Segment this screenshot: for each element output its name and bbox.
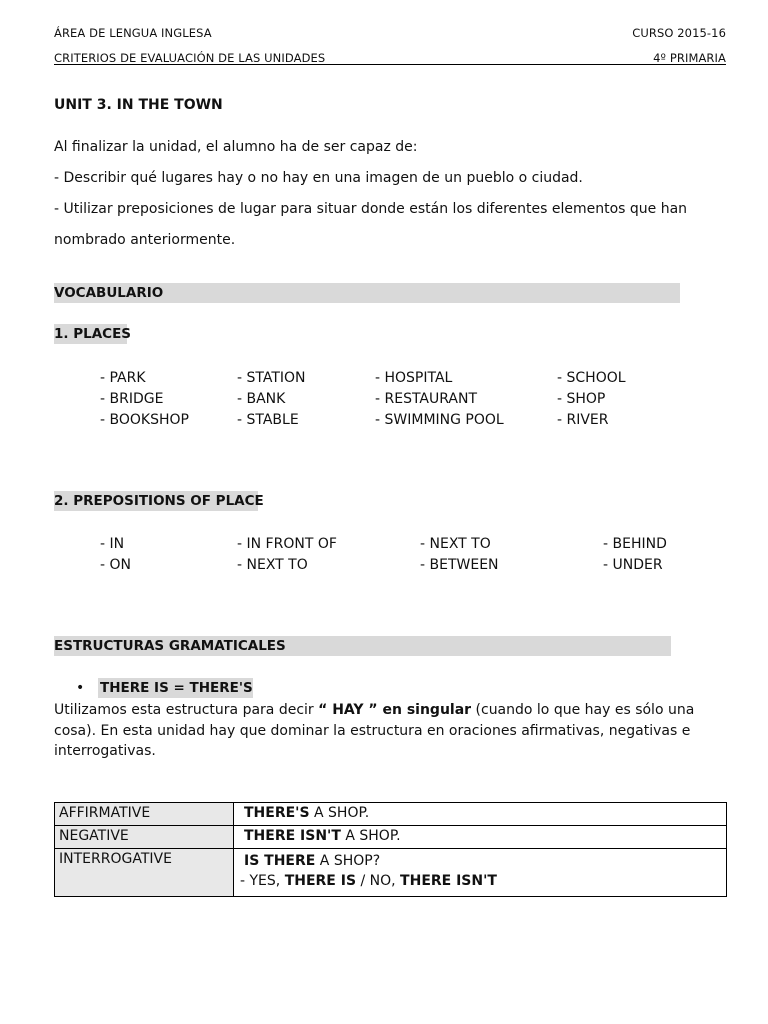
list-item: - STABLE	[237, 412, 299, 428]
answer-there-is: THERE IS	[284, 873, 357, 889]
places-col-4	[557, 368, 626, 431]
table-row	[55, 803, 727, 826]
explanation-line-2: cosa). En esta unidad hay que dominar la estructura en oraciones afirmativas, negativas e	[54, 722, 691, 739]
intro-line-1: Al finalizar la unidad, el alumno ha de ser capaz de:	[54, 139, 418, 155]
places-col-2	[237, 368, 306, 431]
there-is-label: THERE IS = THERE'S	[100, 680, 253, 696]
list-item: - SHOP	[557, 391, 606, 407]
list-item: - IN	[100, 536, 125, 552]
list-item: - IN FRONT OF	[237, 536, 337, 552]
list-item: - BETWEEN	[420, 557, 499, 573]
places-col-3	[375, 368, 504, 431]
interrogative-answers	[240, 871, 722, 891]
prepositions-col-2	[237, 534, 337, 576]
header-rule	[54, 64, 726, 65]
list-item: - BEHIND	[603, 536, 667, 552]
intro-line-2: - Describir qué lugares hay o no hay en una imagen de un pueblo o ciudad.	[54, 170, 583, 186]
prepositions-col-4	[603, 534, 667, 576]
header-criteria: CRITERIOS DE EVALUACIÓN DE LAS UNIDADES	[54, 51, 326, 65]
negative-rest: A SHOP.	[340, 828, 401, 844]
row-value-affirmative	[234, 803, 727, 826]
table-row	[55, 849, 727, 897]
row-label-negative: NEGATIVE	[55, 826, 234, 849]
list-item: - RESTAURANT	[375, 391, 478, 407]
answer-there-isnt: THERE ISN'T	[400, 873, 497, 889]
bullet-icon: •	[76, 680, 85, 696]
interrogative-question	[240, 851, 722, 871]
affirmative-bold: THERE'S	[244, 805, 310, 821]
negative-bold: THERE ISN'T	[244, 828, 341, 844]
there-is-explanation	[54, 700, 726, 762]
list-item: - HOSPITAL	[375, 370, 453, 386]
row-value-interrogative	[234, 849, 727, 897]
grammar-table	[54, 802, 727, 897]
row-value-negative	[234, 826, 727, 849]
affirmative-rest: A SHOP.	[309, 805, 370, 821]
list-item: - NEXT TO	[420, 536, 491, 552]
explanation-line-3: interrogativas.	[54, 743, 156, 759]
prepositions-heading: 2. PREPOSITIONS OF PLACE	[54, 493, 264, 509]
intro-line-4: nombrado anteriormente.	[54, 232, 236, 248]
header-grade: 4º PRIMARIA	[653, 51, 726, 65]
explanation-text-a: Utilizamos esta estructura para decir	[54, 702, 319, 718]
interrogative-bold: IS THERE	[244, 853, 316, 869]
list-item: - BANK	[237, 391, 286, 407]
header-area: ÁREA DE LENGUA INGLESA	[54, 26, 212, 40]
list-item: - BOOKSHOP	[100, 412, 189, 428]
interrogative-rest: A SHOP?	[315, 853, 381, 869]
explanation-text-c: (cuando lo que hay es sólo una	[471, 702, 695, 718]
list-item: - SWIMMING POOL	[375, 412, 504, 428]
row-label-interrogative: INTERROGATIVE	[55, 849, 234, 897]
list-item: - RIVER	[557, 412, 609, 428]
unit-title: UNIT 3. IN THE TOWN	[54, 97, 223, 113]
vocabulario-heading: VOCABULARIO	[54, 285, 164, 301]
intro-line-3: - Utilizar preposiciones de lugar para situar donde están los diferentes elementos que han	[54, 201, 688, 217]
explanation-line-1	[54, 700, 726, 721]
answer-yes-prefix: - YES,	[240, 873, 285, 889]
list-item: - STATION	[237, 370, 306, 386]
list-item: - NEXT TO	[237, 557, 308, 573]
places-col-1	[100, 368, 189, 431]
list-item: - UNDER	[603, 557, 663, 573]
prepositions-col-3	[420, 534, 499, 576]
table-row	[55, 826, 727, 849]
list-item: - BRIDGE	[100, 391, 164, 407]
prepositions-col-1	[100, 534, 131, 576]
list-item: - ON	[100, 557, 131, 573]
header-course: CURSO 2015-16	[632, 26, 726, 40]
row-label-affirmative: AFFIRMATIVE	[55, 803, 234, 826]
list-item: - PARK	[100, 370, 146, 386]
places-heading: 1. PLACES	[54, 326, 132, 342]
answer-separator: / NO,	[356, 873, 401, 889]
estructuras-heading: ESTRUCTURAS GRAMATICALES	[54, 638, 286, 654]
explanation-hay-singular: “ HAY ” en singular	[318, 702, 472, 718]
list-item: - SCHOOL	[557, 370, 626, 386]
